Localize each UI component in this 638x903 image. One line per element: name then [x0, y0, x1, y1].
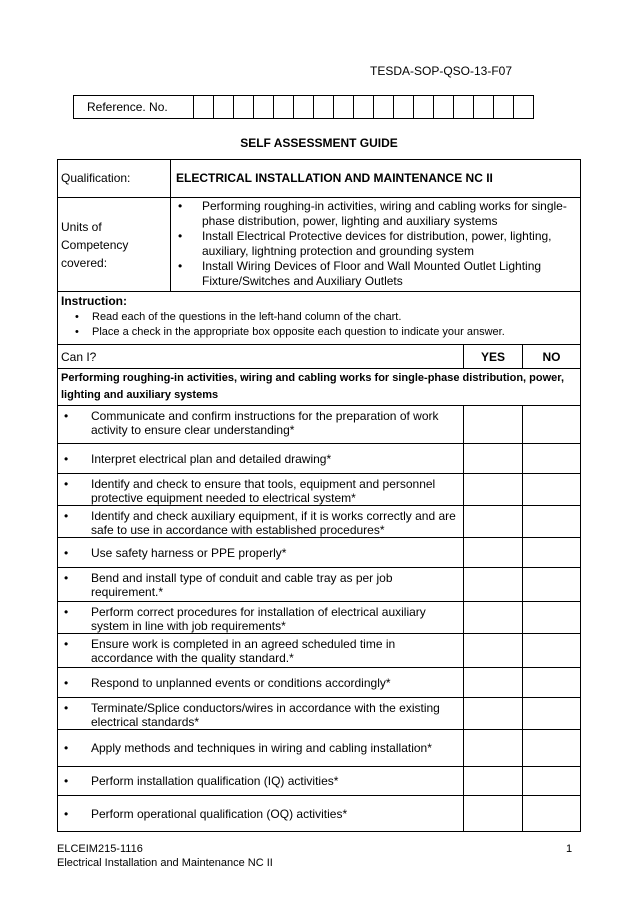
- no-checkbox[interactable]: [523, 474, 581, 506]
- units-row: [58, 198, 581, 292]
- no-checkbox[interactable]: [523, 698, 581, 730]
- reference-box[interactable]: [494, 96, 514, 119]
- unit-item: • Performing roughing-in activities, wiring and cabling works for single-phase distribution, power, lighting and auxiliary systems: [171, 199, 580, 229]
- qualification-row: [58, 160, 581, 198]
- question-row: [58, 634, 581, 668]
- yes-checkbox[interactable]: [464, 698, 523, 730]
- question-text: • Ensure work is completed in an agreed scheduled time in accordance with the quality standard.*: [58, 634, 464, 668]
- question-row: [58, 796, 581, 832]
- qualification-value: ELECTRICAL INSTALLATION AND MAINTENANCE NC II: [171, 160, 581, 198]
- yes-checkbox[interactable]: [464, 796, 523, 832]
- yes-checkbox[interactable]: [464, 506, 523, 538]
- question-text: • Interpret electrical plan and detailed drawing*: [58, 444, 464, 474]
- question-text: • Respond to unplanned events or conditions accordingly*: [58, 668, 464, 698]
- reference-box[interactable]: [394, 96, 414, 119]
- question-text: • Identify and check to ensure that tools, equipment and personnel protective equipment needed to electrical system*: [58, 474, 464, 506]
- question-text: • Use safety harness or PPE properly*: [58, 538, 464, 568]
- question-text: • Perform installation qualification (IQ) activities*: [58, 767, 464, 796]
- yes-checkbox[interactable]: [464, 767, 523, 796]
- question-text: • Identify and check auxiliary equipment, if it is works correctly and are safe to use in accordance with established procedures*: [58, 506, 464, 538]
- reference-box[interactable]: [514, 96, 534, 119]
- no-checkbox[interactable]: [523, 506, 581, 538]
- qualification-label: Qualification:: [58, 160, 171, 198]
- footer-code: ELCEIM215-1116: [57, 843, 143, 855]
- question-row: [58, 668, 581, 698]
- yes-checkbox[interactable]: [464, 602, 523, 634]
- yes-checkbox[interactable]: [464, 568, 523, 602]
- units-label: Units of Competency covered:: [58, 198, 171, 292]
- reference-box[interactable]: [274, 96, 294, 119]
- no-checkbox[interactable]: [523, 406, 581, 444]
- unit-item: • Install Electrical Protective devices for distribution, power, lighting, auxiliary, lightning protection and grounding system: [171, 229, 580, 259]
- unit-item: • Install Wiring Devices of Floor and Wall Mounted Outlet Lighting Fixture/Switches and Auxiliary Outlets: [171, 259, 580, 289]
- no-checkbox[interactable]: [523, 568, 581, 602]
- units-list: [171, 198, 580, 291]
- question-row: [58, 444, 581, 474]
- instruction-item: • Read each of the questions in the left-hand column of the chart.: [61, 310, 580, 325]
- footer-name: Electrical Installation and Maintenance NC II: [57, 857, 273, 869]
- reference-box[interactable]: [334, 96, 354, 119]
- yes-checkbox[interactable]: [464, 634, 523, 668]
- page-number: 1: [566, 843, 573, 855]
- header-question: Can I?: [58, 345, 464, 369]
- no-checkbox[interactable]: [523, 796, 581, 832]
- question-text: • Terminate/Splice conductors/wires in accordance with the existing electrical standards*: [58, 698, 464, 730]
- yes-checkbox[interactable]: [464, 730, 523, 767]
- reference-label: Reference. No.: [74, 96, 194, 119]
- reference-box[interactable]: [414, 96, 434, 119]
- question-row: [58, 538, 581, 568]
- instruction-heading: Instruction:: [61, 294, 127, 308]
- yes-checkbox[interactable]: [464, 406, 523, 444]
- instruction-item: • Place a check in the appropriate box opposite each question to indicate your answer.: [61, 325, 580, 340]
- document-code: TESDA-SOP-QSO-13-F07: [370, 64, 513, 78]
- units-list-cell: [171, 198, 581, 292]
- yes-checkbox[interactable]: [464, 474, 523, 506]
- instruction-row: [58, 292, 581, 345]
- reference-box[interactable]: [314, 96, 334, 119]
- question-text: • Apply methods and techniques in wiring and cabling installation*: [58, 730, 464, 767]
- question-row: [58, 506, 581, 538]
- section-row: [58, 369, 581, 406]
- question-text: • Perform correct procedures for installation of electrical auxiliary system in line with job requirements*: [58, 602, 464, 634]
- reference-box[interactable]: [434, 96, 454, 119]
- yes-checkbox[interactable]: [464, 538, 523, 568]
- no-checkbox[interactable]: [523, 602, 581, 634]
- question-row: [58, 602, 581, 634]
- question-text: • Communicate and confirm instructions for the preparation of work activity to ensure clear understanding*: [58, 406, 464, 444]
- table-header-row: [58, 345, 581, 369]
- reference-box[interactable]: [294, 96, 314, 119]
- question-row: [58, 568, 581, 602]
- reference-box[interactable]: [374, 96, 394, 119]
- no-checkbox[interactable]: [523, 767, 581, 796]
- reference-box[interactable]: [474, 96, 494, 119]
- no-checkbox[interactable]: [523, 444, 581, 474]
- yes-checkbox[interactable]: [464, 444, 523, 474]
- question-row: [58, 474, 581, 506]
- no-checkbox[interactable]: [523, 634, 581, 668]
- question-row: [58, 730, 581, 767]
- reference-box[interactable]: [214, 96, 234, 119]
- header-yes: YES: [464, 345, 523, 369]
- instruction-list: [61, 310, 580, 340]
- reference-box[interactable]: [254, 96, 274, 119]
- reference-box[interactable]: [454, 96, 474, 119]
- yes-checkbox[interactable]: [464, 668, 523, 698]
- section-title: Performing roughing-in activities, wiring and cabling works for single-phase distribution, power, lighting and auxiliary systems: [58, 369, 581, 406]
- no-checkbox[interactable]: [523, 668, 581, 698]
- reference-number-table: [73, 95, 534, 119]
- self-assessment-table: [57, 159, 581, 832]
- header-no: NO: [523, 345, 581, 369]
- reference-box[interactable]: [234, 96, 254, 119]
- page-title: SELF ASSESSMENT GUIDE: [240, 136, 398, 150]
- question-text: • Perform operational qualification (OQ) activities*: [58, 796, 464, 832]
- no-checkbox[interactable]: [523, 730, 581, 767]
- question-text: • Bend and install type of conduit and cable tray as per job requirement.*: [58, 568, 464, 602]
- no-checkbox[interactable]: [523, 538, 581, 568]
- instruction-cell: [58, 292, 581, 345]
- reference-box[interactable]: [194, 96, 214, 119]
- question-row: [58, 698, 581, 730]
- question-row: [58, 767, 581, 796]
- reference-box[interactable]: [354, 96, 374, 119]
- question-row: [58, 406, 581, 444]
